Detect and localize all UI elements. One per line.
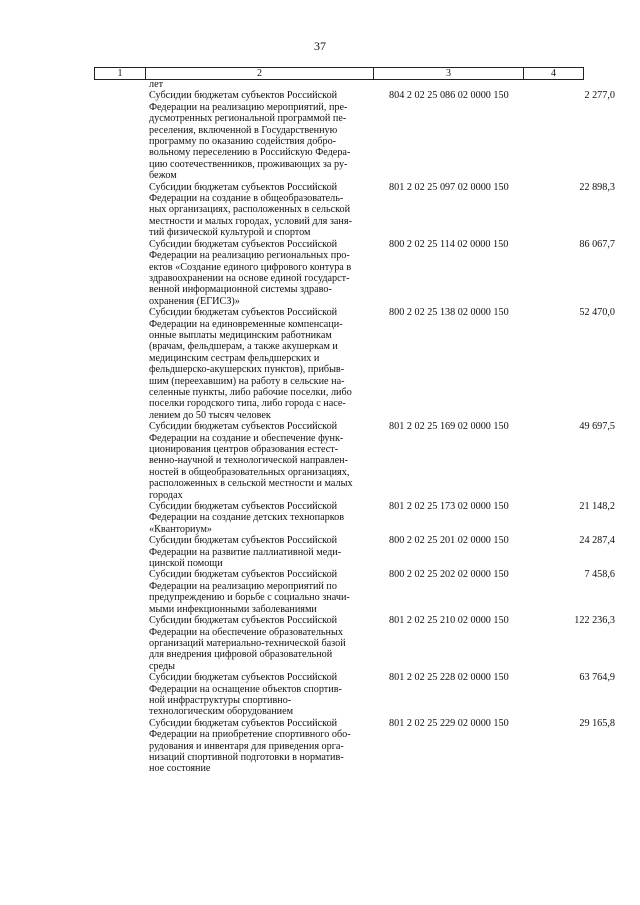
row-amount: 2 277,0 [584, 90, 615, 102]
row-code: 800 2 02 25 202 02 0000 150 [389, 569, 509, 581]
row-code: 800 2 02 25 114 02 0000 150 [389, 238, 509, 250]
header-col-4: 4 [551, 68, 556, 79]
table-row [0, 535, 640, 569]
table-row [0, 569, 640, 615]
table-row [0, 307, 640, 421]
table-row [0, 239, 640, 307]
row-name: Субсидии бюджетам субъектов Российской Федерации на единовременные компенсаци- онные выплаты медицинским работникам (врачам, фельдшерам, а также акушеркам и медицинским сестрам фельдшерских и фельдшерско-акушерских пунктов), прибыв- шим (переехавшим) на работу в сельские на- селенные пункты, либо рабочие поселки, либо поселки городского типа, либо города с насе- лением до 50 тысяч человек [149, 307, 352, 421]
table-row [0, 615, 640, 672]
continuation-text: лет [149, 79, 164, 90]
table-row [0, 182, 640, 239]
row-amount: 122 236,3 [574, 615, 615, 627]
row-code: 800 2 02 25 201 02 0000 150 [389, 535, 509, 547]
table-row [0, 501, 640, 535]
row-name: Субсидии бюджетам субъектов Российской Федерации на развитие паллиативной меди- цинской помощи [149, 535, 342, 570]
row-name: Субсидии бюджетам субъектов Российской Федерации на создание и обеспечение функ- ционирования центров образования естест- венно-научной и технологической направлен- ностей в общеобразовательных организациях, расположенных в сельской местности и малых городах [149, 421, 353, 501]
row-code: 801 2 02 25 210 02 0000 150 [389, 615, 509, 627]
row-code: 801 2 02 25 228 02 0000 150 [389, 672, 509, 684]
row-code: 801 2 02 25 229 02 0000 150 [389, 717, 509, 729]
table-row [0, 90, 640, 181]
row-name: Субсидии бюджетам субъектов Российской Федерации на создание в общеобразователь- ных организациях, расположенных в сельской местности и малых городах, условий для заня- тий физической культурой и спортом [149, 181, 352, 239]
row-name: Субсидии бюджетам субъектов Российской Федерации на реализацию мероприятий, пре- дусмотренных региональной программой пе- реселения, включенной в Государственную программу по оказанию содействия добро- вольному переселению в Российскую Федера- цию соотечественников, проживающих за ру- бежом [149, 90, 351, 182]
row-name: Субсидии бюджетам субъектов Российской Федерации на приобретение спортивного обо- рудования и инвентаря для приведения орга- низаций спортивной подготовки в норматив- ное состояние [149, 717, 351, 775]
header-col-1: 1 [95, 68, 146, 79]
page-number: 37 [314, 39, 326, 53]
table-row [0, 718, 640, 775]
row-amount: 24 287,4 [579, 535, 615, 547]
row-name: Субсидии бюджетам субъектов Российской Федерации на оснащение объектов спортив- ной инфраструктуры спортивно- технологическим оборудованием [149, 672, 342, 718]
table-row [0, 672, 640, 718]
header-col-3: 3 [374, 68, 524, 79]
row-code: 801 2 02 25 097 02 0000 150 [389, 181, 509, 193]
header-col-2: 2 [146, 68, 374, 79]
row-amount: 22 898,3 [579, 181, 615, 193]
row-name: Субсидии бюджетам субъектов Российской Федерации на реализацию мероприятий по предупреждению и борьбе с социально значи- мыми инфекционными заболеваниями [149, 569, 350, 615]
row-amount: 86 067,7 [579, 238, 615, 250]
row-code: 801 2 02 25 173 02 0000 150 [389, 501, 509, 513]
row-amount: 63 764,9 [579, 672, 615, 684]
row-amount: 21 148,2 [579, 501, 615, 513]
row-name: Субсидии бюджетам субъектов Российской Федерации на реализацию региональных про- ектов «Создание единого цифрового контура в здравоохранении на основе единой государст- венной информационной системы здраво- охранения (ЕГИСЗ)» [149, 238, 352, 307]
row-name: Субсидии бюджетам субъектов Российской Федерации на создание детских технопарков «Кванториум» [149, 501, 345, 535]
row-name: Субсидии бюджетам субъектов Российской Федерации на обеспечение образовательных организаций материально-технической базой для внедрения цифровой образовательной среды [149, 615, 346, 672]
table-row [0, 421, 640, 501]
row-amount: 29 165,8 [579, 717, 615, 729]
row-code: 800 2 02 25 138 02 0000 150 [389, 307, 509, 319]
row-code: 804 2 02 25 086 02 0000 150 [389, 90, 509, 102]
row-amount: 52 470,0 [579, 307, 615, 319]
continuation-row [0, 79, 640, 90]
row-code: 801 2 02 25 169 02 0000 150 [389, 421, 509, 433]
table-body [0, 79, 640, 775]
row-amount: 7 458,6 [584, 569, 615, 581]
row-amount: 49 697,5 [579, 421, 615, 433]
